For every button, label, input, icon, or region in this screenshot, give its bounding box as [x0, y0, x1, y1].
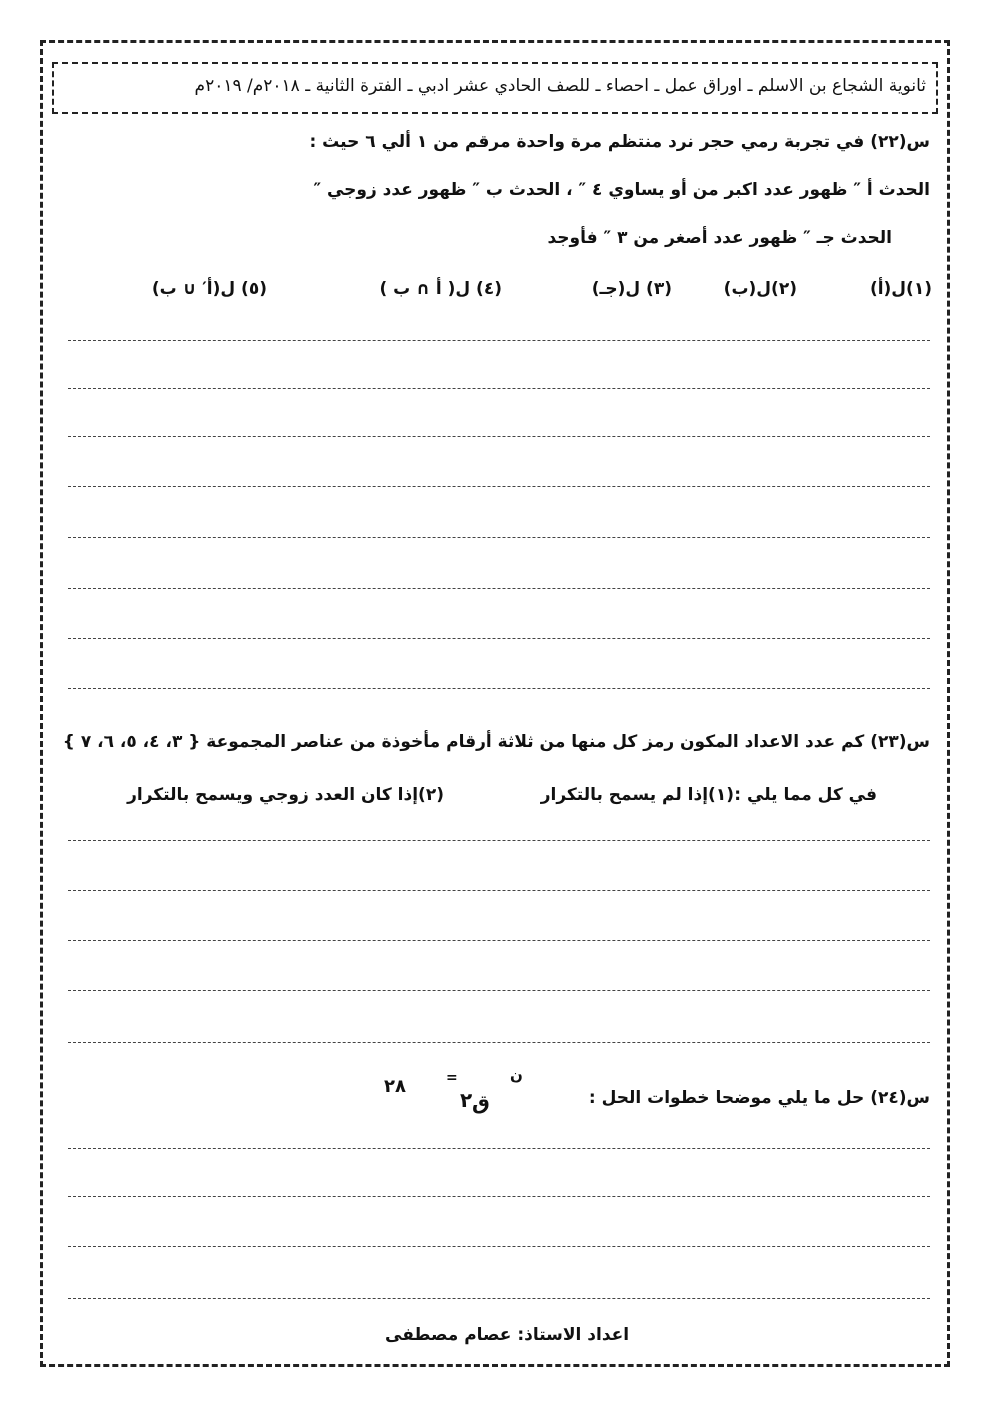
answer-line — [68, 1246, 930, 1247]
answer-line — [68, 537, 930, 538]
q22-line2: الحدث أ ″ ظهور عدد اكبر من أو يساوي ٤ ″ ، الحدث ب ″ ظهور عدد زوجي ″ — [313, 180, 930, 200]
q24-value: ٢٨ — [384, 1076, 406, 1097]
answer-line — [68, 1298, 930, 1299]
answer-line — [68, 638, 930, 639]
q22-option-5: (٥) ل(أ′ ∪ ب) — [151, 279, 267, 299]
q22-line1: س(٢٢) في تجربة رمي حجر نرد منتظم مرة واحدة مرقم من ١ ألي ٦ حيث : — [309, 132, 930, 152]
answer-line — [68, 1196, 930, 1197]
q22-option-1: (١)ل(أ) — [869, 279, 932, 299]
answer-line — [68, 840, 930, 841]
answer-line — [68, 436, 930, 437]
q24-symbol: ق — [472, 1090, 490, 1114]
q23-part2: (٢)إذا كان العدد زوجي ويسمح بالتكرار — [127, 785, 444, 805]
q23-line1: س(٢٣) كم عدد الاعداد المكون رمز كل منها من ثلاثة أرقام مأخوذة من عناصر المجموعة { ٣، ٤، ٥، ٦، ٧ } — [62, 732, 930, 752]
q22-line3: الحدث جـ ″ ظهور عدد أصغر من ٣ ″ فأوجد — [547, 228, 892, 248]
footer-author: اعداد الاستاذ: عصام مصطفى — [385, 1325, 630, 1345]
answer-line — [68, 688, 930, 689]
answer-line — [68, 940, 930, 941]
q23-part1: (١)إذا لم يسمح بالتكرار — [540, 785, 734, 805]
answer-line — [68, 890, 930, 891]
header-title: ثانوية الشجاع بن الاسلم ـ اوراق عمل ـ احصاء ـ للصف الحادي عشر ادبي ـ الفترة الثانية ـ ٢٠١٨م/ ٢٠١٩م — [194, 76, 926, 96]
header-box — [52, 62, 938, 114]
answer-line — [68, 486, 930, 487]
answer-line — [68, 1042, 930, 1043]
answer-line — [68, 388, 930, 389]
answer-line — [68, 1148, 930, 1149]
q23-prefix: في كل مما يلي : — [734, 785, 877, 805]
answer-line — [68, 990, 930, 991]
answer-line — [68, 588, 930, 589]
q24-subscript: ٢ — [460, 1088, 473, 1112]
q22-option-4: (٤) ل( أ ∩ ب ) — [379, 279, 502, 299]
q22-option-3: (٣) ل(جـ) — [591, 279, 672, 299]
answer-line — [68, 340, 930, 341]
q24-superscript: ن — [510, 1066, 523, 1084]
q24-line1: س(٢٤) حل ما يلي موضحا خطوات الحل : — [588, 1088, 930, 1108]
q24-equals: = — [446, 1070, 458, 1086]
q22-option-2: (٢)ل(ب) — [723, 279, 797, 299]
